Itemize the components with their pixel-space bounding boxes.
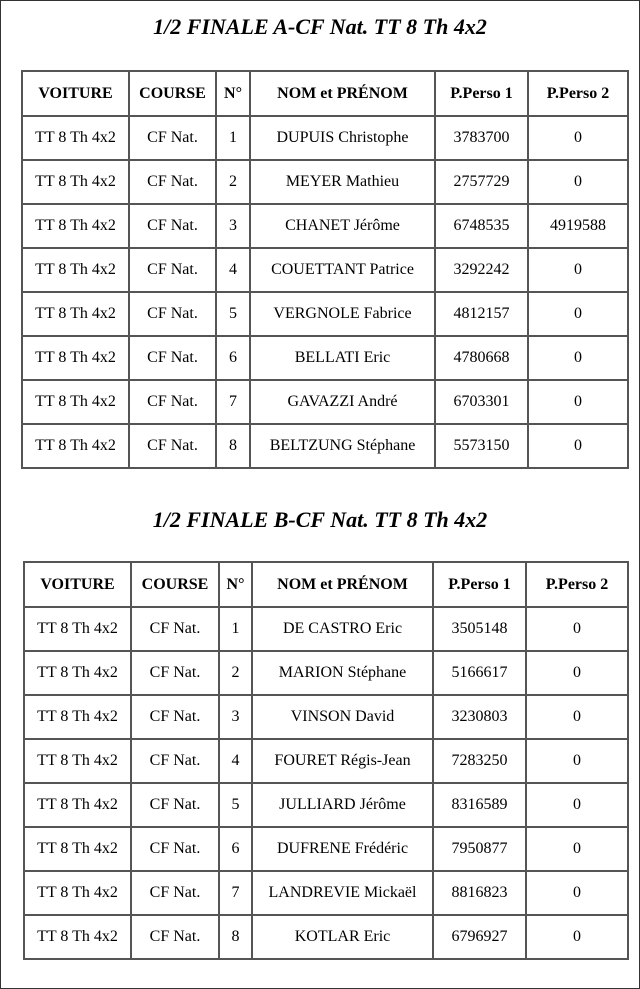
results-table-a bbox=[21, 70, 629, 469]
cell-voiture: TT 8 Th 4x2 bbox=[22, 160, 129, 204]
col-header-number: N° bbox=[219, 562, 252, 607]
cell-number: 8 bbox=[216, 424, 250, 468]
cell-number: 3 bbox=[216, 204, 250, 248]
cell-pperso1: 7950877 bbox=[433, 827, 526, 871]
table-row bbox=[24, 651, 628, 695]
cell-number: 6 bbox=[219, 827, 252, 871]
cell-voiture: TT 8 Th 4x2 bbox=[22, 336, 129, 380]
cell-number: 2 bbox=[219, 651, 252, 695]
cell-pperso1: 6748535 bbox=[435, 204, 528, 248]
cell-course: CF Nat. bbox=[129, 204, 216, 248]
cell-pperso1: 8316589 bbox=[433, 783, 526, 827]
col-header-pperso2: P.Perso 2 bbox=[526, 562, 628, 607]
cell-course: CF Nat. bbox=[129, 160, 216, 204]
cell-name: COUETTANT Patrice bbox=[250, 248, 435, 292]
cell-course: CF Nat. bbox=[129, 336, 216, 380]
col-header-pperso1: P.Perso 1 bbox=[435, 71, 528, 116]
header-row bbox=[22, 71, 628, 116]
cell-pperso2: 0 bbox=[526, 651, 628, 695]
cell-number: 5 bbox=[219, 783, 252, 827]
cell-pperso2: 0 bbox=[528, 336, 628, 380]
cell-name: DUFRENE Frédéric bbox=[252, 827, 433, 871]
cell-pperso2: 0 bbox=[526, 607, 628, 651]
table-row bbox=[22, 380, 628, 424]
cell-voiture: TT 8 Th 4x2 bbox=[24, 739, 131, 783]
cell-number: 7 bbox=[216, 380, 250, 424]
cell-name: KOTLAR Eric bbox=[252, 915, 433, 959]
cell-voiture: TT 8 Th 4x2 bbox=[24, 607, 131, 651]
cell-number: 7 bbox=[219, 871, 252, 915]
cell-pperso1: 2757729 bbox=[435, 160, 528, 204]
cell-course: CF Nat. bbox=[129, 292, 216, 336]
cell-pperso2: 0 bbox=[526, 871, 628, 915]
table-row bbox=[24, 783, 628, 827]
cell-name: LANDREVIE Mickaël bbox=[252, 871, 433, 915]
cell-pperso1: 7283250 bbox=[433, 739, 526, 783]
cell-pperso2: 0 bbox=[528, 116, 628, 160]
cell-name: FOURET Régis-Jean bbox=[252, 739, 433, 783]
col-header-number: N° bbox=[216, 71, 250, 116]
cell-voiture: TT 8 Th 4x2 bbox=[22, 292, 129, 336]
table-row bbox=[24, 827, 628, 871]
cell-number: 1 bbox=[219, 607, 252, 651]
cell-pperso1: 4780668 bbox=[435, 336, 528, 380]
table-row bbox=[24, 739, 628, 783]
table-row bbox=[22, 116, 628, 160]
table-row bbox=[22, 204, 628, 248]
cell-number: 8 bbox=[219, 915, 252, 959]
cell-voiture: TT 8 Th 4x2 bbox=[24, 871, 131, 915]
cell-course: CF Nat. bbox=[131, 871, 219, 915]
results-table-b bbox=[23, 561, 629, 960]
section-a-title: 1/2 FINALE A-CF Nat. TT 8 Th 4x2 bbox=[153, 14, 487, 39]
cell-pperso2: 4919588 bbox=[528, 204, 628, 248]
cell-name: BELTZUNG Stéphane bbox=[250, 424, 435, 468]
col-header-name: NOM et PRÉNOM bbox=[250, 71, 435, 116]
cell-pperso2: 0 bbox=[526, 739, 628, 783]
cell-course: CF Nat. bbox=[131, 739, 219, 783]
cell-pperso2: 0 bbox=[526, 695, 628, 739]
cell-name: JULLIARD Jérôme bbox=[252, 783, 433, 827]
cell-name: BELLATI Eric bbox=[250, 336, 435, 380]
cell-voiture: TT 8 Th 4x2 bbox=[22, 116, 129, 160]
cell-number: 4 bbox=[219, 739, 252, 783]
table-row bbox=[24, 695, 628, 739]
cell-course: CF Nat. bbox=[129, 380, 216, 424]
cell-pperso1: 6796927 bbox=[433, 915, 526, 959]
col-header-pperso1: P.Perso 1 bbox=[433, 562, 526, 607]
cell-pperso2: 0 bbox=[528, 292, 628, 336]
table-row bbox=[24, 871, 628, 915]
cell-pperso1: 6703301 bbox=[435, 380, 528, 424]
col-header-name: NOM et PRÉNOM bbox=[252, 562, 433, 607]
cell-pperso1: 3505148 bbox=[433, 607, 526, 651]
table-row bbox=[24, 607, 628, 651]
cell-number: 5 bbox=[216, 292, 250, 336]
cell-course: CF Nat. bbox=[129, 116, 216, 160]
cell-pperso2: 0 bbox=[526, 783, 628, 827]
cell-voiture: TT 8 Th 4x2 bbox=[22, 380, 129, 424]
cell-name: VERGNOLE Fabrice bbox=[250, 292, 435, 336]
cell-name: MEYER Mathieu bbox=[250, 160, 435, 204]
table-row bbox=[22, 160, 628, 204]
cell-pperso1: 8816823 bbox=[433, 871, 526, 915]
cell-voiture: TT 8 Th 4x2 bbox=[24, 915, 131, 959]
cell-pperso2: 0 bbox=[528, 248, 628, 292]
cell-voiture: TT 8 Th 4x2 bbox=[22, 248, 129, 292]
cell-voiture: TT 8 Th 4x2 bbox=[24, 695, 131, 739]
cell-number: 3 bbox=[219, 695, 252, 739]
cell-pperso2: 0 bbox=[526, 915, 628, 959]
cell-pperso1: 3230803 bbox=[433, 695, 526, 739]
cell-name: MARION Stéphane bbox=[252, 651, 433, 695]
cell-pperso1: 5166617 bbox=[433, 651, 526, 695]
cell-voiture: TT 8 Th 4x2 bbox=[24, 651, 131, 695]
cell-course: CF Nat. bbox=[129, 248, 216, 292]
header-row bbox=[24, 562, 628, 607]
table-row bbox=[22, 292, 628, 336]
cell-course: CF Nat. bbox=[131, 915, 219, 959]
table-row bbox=[22, 248, 628, 292]
col-header-voiture: VOITURE bbox=[24, 562, 131, 607]
cell-name: DUPUIS Christophe bbox=[250, 116, 435, 160]
cell-pperso1: 5573150 bbox=[435, 424, 528, 468]
cell-voiture: TT 8 Th 4x2 bbox=[24, 827, 131, 871]
cell-course: CF Nat. bbox=[131, 827, 219, 871]
col-header-course: COURSE bbox=[131, 562, 219, 607]
cell-number: 6 bbox=[216, 336, 250, 380]
col-header-voiture: VOITURE bbox=[22, 71, 129, 116]
table-row bbox=[24, 915, 628, 959]
cell-name: CHANET Jérôme bbox=[250, 204, 435, 248]
cell-name: VINSON David bbox=[252, 695, 433, 739]
cell-course: CF Nat. bbox=[131, 607, 219, 651]
cell-voiture: TT 8 Th 4x2 bbox=[22, 424, 129, 468]
cell-voiture: TT 8 Th 4x2 bbox=[22, 204, 129, 248]
table-row bbox=[22, 336, 628, 380]
cell-name: GAVAZZI André bbox=[250, 380, 435, 424]
cell-pperso1: 3783700 bbox=[435, 116, 528, 160]
cell-pperso1: 3292242 bbox=[435, 248, 528, 292]
cell-course: CF Nat. bbox=[129, 424, 216, 468]
cell-pperso1: 4812157 bbox=[435, 292, 528, 336]
cell-course: CF Nat. bbox=[131, 651, 219, 695]
cell-voiture: TT 8 Th 4x2 bbox=[24, 783, 131, 827]
cell-course: CF Nat. bbox=[131, 783, 219, 827]
table-row bbox=[22, 424, 628, 468]
cell-pperso2: 0 bbox=[528, 160, 628, 204]
cell-number: 2 bbox=[216, 160, 250, 204]
cell-course: CF Nat. bbox=[131, 695, 219, 739]
cell-pperso2: 0 bbox=[528, 424, 628, 468]
cell-number: 1 bbox=[216, 116, 250, 160]
cell-pperso2: 0 bbox=[526, 827, 628, 871]
section-b-title: 1/2 FINALE B-CF Nat. TT 8 Th 4x2 bbox=[152, 507, 488, 532]
col-header-course: COURSE bbox=[129, 71, 216, 116]
col-header-pperso2: P.Perso 2 bbox=[528, 71, 628, 116]
cell-pperso2: 0 bbox=[528, 380, 628, 424]
cell-number: 4 bbox=[216, 248, 250, 292]
cell-name: DE CASTRO Eric bbox=[252, 607, 433, 651]
